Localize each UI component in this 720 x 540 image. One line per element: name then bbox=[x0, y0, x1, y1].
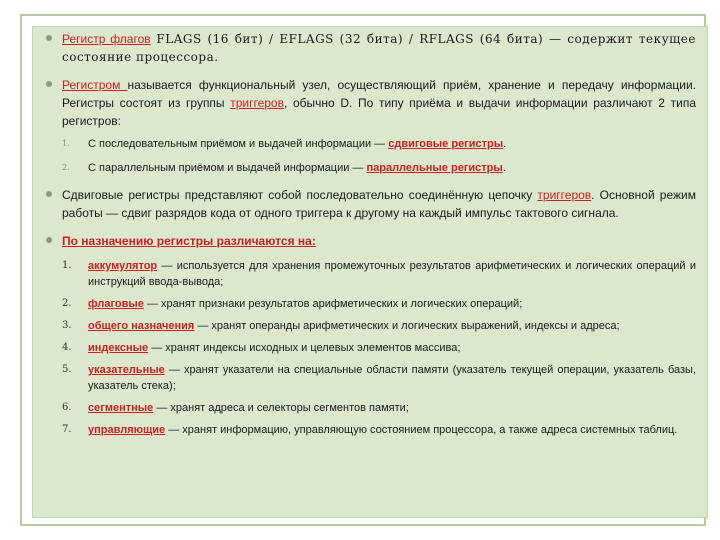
term-control: управляющие bbox=[88, 424, 166, 436]
shift-registers-text-end: . Основной режим работы — сдвиг разрядов кода от одного триггера к другому на каждый импульс тактового сигнала. bbox=[62, 188, 696, 220]
list-item bbox=[40, 318, 696, 334]
term-register: Регистром bbox=[62, 78, 128, 92]
term-segment: сегментные bbox=[88, 402, 154, 414]
list-item bbox=[40, 400, 696, 416]
list-item-text: С последовательным приёмом и выдачей информации — bbox=[88, 138, 389, 150]
bullet-purpose-heading bbox=[40, 232, 696, 250]
list-number: 1. bbox=[62, 139, 70, 148]
bullet-flags-register bbox=[40, 30, 696, 66]
list-item bbox=[40, 362, 696, 394]
list-item bbox=[40, 340, 696, 356]
term-accumulator: аккумулятор bbox=[88, 260, 158, 272]
list-item bbox=[40, 296, 696, 312]
term-parallel-registers: параллельные регистры bbox=[366, 162, 503, 174]
list-item-text: — хранят признаки результатов арифметических и логических операций; bbox=[143, 298, 523, 310]
list-item-text: — хранят индексы исходных и целевых элементов массива; bbox=[148, 342, 461, 354]
bullet-icon bbox=[46, 237, 52, 243]
term-flags-register: Регистр флагов bbox=[62, 32, 151, 46]
list-number: 1. bbox=[62, 260, 72, 271]
shift-registers-text: Сдвиговые регистры представляют собой последовательно соединённую цепочку bbox=[62, 188, 538, 202]
list-number: 7. bbox=[62, 424, 72, 435]
term-triggers: триггеров bbox=[230, 96, 284, 110]
purpose-heading: По назначению регистры различаются на: bbox=[62, 234, 316, 248]
bullet-icon bbox=[46, 35, 52, 41]
list-item-text: — хранят информацию, управляющую состоянием процессора, а также адреса системных таблиц. bbox=[165, 424, 678, 436]
list-item-end: . bbox=[502, 162, 506, 174]
register-definition-text-end: , обычно D. По типу приёма и выдачи информации различают 2 типа регистров: bbox=[62, 96, 696, 128]
list-item-text: — используется для хранения промежуточных результатов арифметических и логических операций и инструкций ввода-вывода; bbox=[88, 260, 696, 288]
slide-content bbox=[40, 28, 696, 438]
list-item bbox=[40, 160, 696, 176]
list-item bbox=[40, 136, 696, 152]
list-item-text: С параллельным приёмом и выдачей информации — bbox=[88, 162, 367, 174]
bullet-register-definition bbox=[40, 76, 696, 130]
term-flag-registers: флаговые bbox=[88, 298, 144, 310]
list-number: 5. bbox=[62, 364, 72, 375]
term-pointer: указательные bbox=[88, 364, 165, 376]
list-item-text: — хранят адреса и селекторы сегментов памяти; bbox=[153, 402, 409, 414]
list-item-text: — хранят операнды арифметических и логических выражений, индексы и адреса; bbox=[194, 320, 620, 332]
list-number: 3. bbox=[62, 320, 72, 331]
list-number: 6. bbox=[62, 402, 72, 413]
register-definition-text: называется функциональный узел, осуществляющий приём, хранение и передачу информации. Регистры состоят из группы bbox=[62, 78, 696, 110]
list-item bbox=[40, 258, 696, 290]
term-general-purpose: общего назначения bbox=[88, 320, 195, 332]
term-index: индексные bbox=[88, 342, 149, 354]
term-triggers: триггеров bbox=[537, 188, 592, 202]
list-number: 4. bbox=[62, 342, 72, 353]
list-number: 2. bbox=[62, 163, 70, 172]
bullet-icon bbox=[46, 81, 52, 87]
flags-register-text: FLAGS (16 бит) / EFLAGS (32 бита) / RFLAGS (64 бита) — содержит текущее состояние процессора. bbox=[62, 32, 696, 64]
list-number: 2. bbox=[62, 298, 72, 309]
register-types-list bbox=[40, 136, 696, 176]
list-item bbox=[40, 422, 696, 438]
bullet-shift-registers bbox=[40, 186, 696, 222]
term-shift-registers: сдвиговые регистры bbox=[388, 138, 504, 150]
list-item-end: . bbox=[503, 138, 507, 150]
purpose-list bbox=[40, 258, 696, 438]
bullet-icon bbox=[46, 191, 52, 197]
list-item-text: — хранят указатели на специальные области памяти (указатель текущей операции, указатель базы, указатель стека); bbox=[88, 364, 696, 392]
